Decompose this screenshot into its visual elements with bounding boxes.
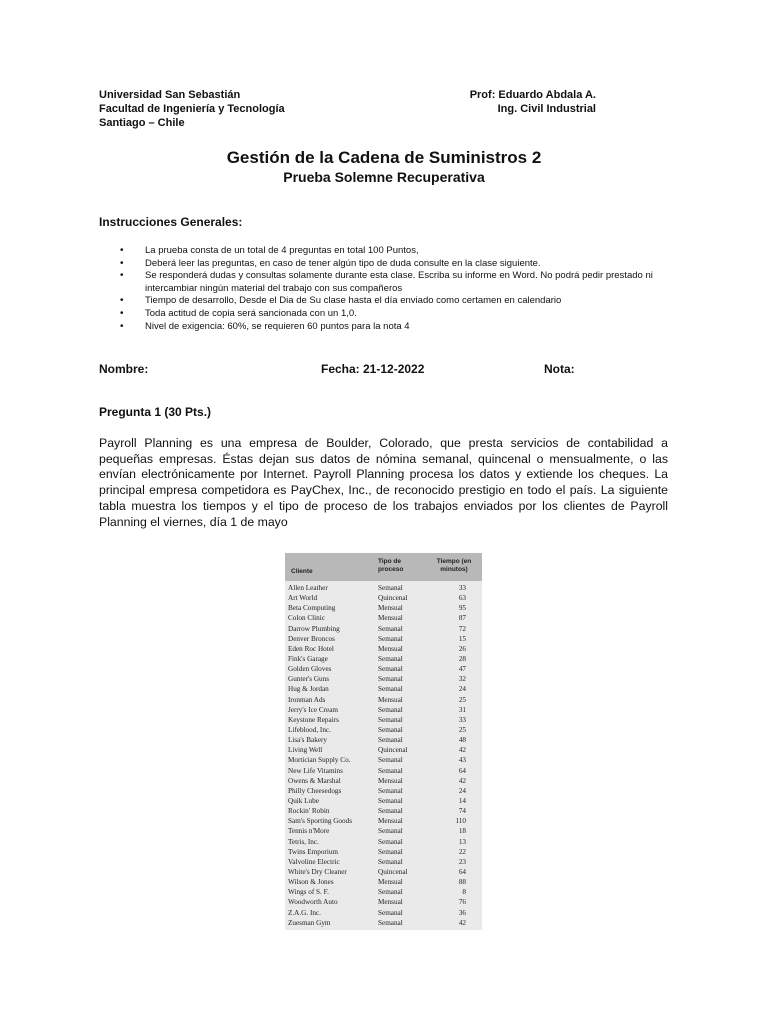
cell-tipo-proceso: Mensual bbox=[378, 604, 403, 613]
header-tiempo: Tiempo (en minutos) bbox=[436, 558, 472, 573]
date-field-label: Fecha: 21-12-2022 bbox=[321, 362, 425, 376]
institution-header bbox=[99, 88, 285, 130]
cell-tipo-proceso: Semanal bbox=[378, 827, 403, 836]
cell-cliente: Beta Computing bbox=[288, 604, 336, 613]
cell-cliente: Tennis n'More bbox=[288, 827, 330, 836]
cell-cliente: Quik Lube bbox=[288, 796, 319, 805]
cell-tiempo: 42 bbox=[458, 776, 466, 785]
cell-cliente: Wings of S. F. bbox=[288, 888, 329, 897]
table-row bbox=[285, 613, 482, 623]
table-row bbox=[285, 887, 482, 897]
table-row bbox=[285, 715, 482, 725]
cell-cliente: Living Well bbox=[288, 746, 323, 755]
question-1-title: Pregunta 1 (30 Pts.) bbox=[99, 405, 212, 419]
cell-tiempo: 18 bbox=[458, 827, 466, 836]
cell-tiempo: 63 bbox=[458, 594, 466, 603]
table-row bbox=[285, 745, 482, 755]
cell-tipo-proceso: Mensual bbox=[378, 644, 403, 653]
cell-tiempo: 22 bbox=[458, 847, 466, 856]
table-row bbox=[285, 644, 482, 654]
table-row bbox=[285, 654, 482, 664]
cell-tipo-proceso: Semanal bbox=[378, 665, 403, 674]
table-row bbox=[285, 776, 482, 786]
cell-cliente: Rockin' Robin bbox=[288, 807, 330, 816]
cell-tiempo: 72 bbox=[458, 624, 466, 633]
cell-tiempo: 87 bbox=[458, 614, 466, 623]
header-tipo-proceso: Tipo de proceso bbox=[378, 558, 404, 573]
cell-cliente: Eden Roc Hotel bbox=[288, 644, 334, 653]
cell-tipo-proceso: Semanal bbox=[378, 705, 403, 714]
document-subtitle: Prueba Solemne Recuperativa bbox=[283, 169, 485, 185]
table-row bbox=[285, 816, 482, 826]
cell-tiempo: 33 bbox=[458, 584, 466, 592]
cell-cliente: Fink's Garage bbox=[288, 654, 328, 663]
instructions-list bbox=[120, 245, 680, 333]
cell-tipo-proceso: Mensual bbox=[378, 776, 403, 785]
cell-tipo-proceso: Semanal bbox=[378, 715, 403, 724]
cell-tipo-proceso: Semanal bbox=[378, 736, 403, 745]
cell-cliente: Philly Cheesedogs bbox=[288, 786, 342, 795]
cell-tiempo: 47 bbox=[458, 665, 466, 674]
cell-tiempo: 36 bbox=[458, 908, 466, 917]
cell-tipo-proceso: Semanal bbox=[378, 654, 403, 663]
table-row bbox=[285, 796, 482, 806]
cell-tipo-proceso: Quincenal bbox=[378, 746, 408, 755]
cell-cliente: Lifeblood, Inc. bbox=[288, 725, 331, 734]
table-row bbox=[285, 806, 482, 816]
table-row bbox=[285, 634, 482, 644]
cell-cliente: Sam's Sporting Goods bbox=[288, 817, 352, 826]
cell-cliente: Art World bbox=[288, 594, 318, 603]
cell-tipo-proceso: Semanal bbox=[378, 908, 403, 917]
cell-tipo-proceso: Quincenal bbox=[378, 594, 408, 603]
cell-tipo-proceso: Semanal bbox=[378, 624, 403, 633]
question-1-text: Payroll Planning es una empresa de Boulder, Colorado, que presta servicios de contabilidad a pequeñas empresas. Éstas dejan sus datos de nómina semanal, quincenal o mensualmente, o las envían electrónicamente por Internet. Payroll Planning procesa los datos y extiende los cheques. La principal empresa competidora es PayChex, Inc., de reconocido prestigio en todo el país. La siguiente tabla muestra los tiempos y el tipo de proceso de los trabajos enviados por los clientes de Payroll Planning el viernes, día 1 de mayo bbox=[99, 436, 668, 529]
cell-cliente: Keystone Repairs bbox=[288, 715, 339, 724]
cell-tiempo: 74 bbox=[458, 807, 466, 816]
table-row bbox=[285, 583, 482, 593]
table-row bbox=[285, 837, 482, 847]
cell-cliente: New Life Vitamins bbox=[288, 766, 343, 775]
cell-cliente: Golden Gloves bbox=[288, 665, 332, 674]
cell-cliente: Denver Broncos bbox=[288, 634, 335, 643]
table-row bbox=[285, 624, 482, 634]
table-row bbox=[285, 918, 482, 928]
cell-tiempo: 25 bbox=[458, 725, 466, 734]
cell-cliente: Hug & Jordan bbox=[288, 685, 329, 694]
table-row bbox=[285, 674, 482, 684]
table-row bbox=[285, 684, 482, 694]
cell-tiempo: 43 bbox=[458, 756, 466, 765]
table-row bbox=[285, 593, 482, 603]
table-row bbox=[285, 766, 482, 776]
cell-cliente: Mortician Supply Co. bbox=[288, 756, 351, 765]
cell-cliente: Zuesman Gym bbox=[288, 918, 331, 927]
cell-tiempo: 25 bbox=[458, 695, 466, 704]
cell-tiempo: 48 bbox=[458, 736, 466, 745]
cell-cliente: Gunter's Guns bbox=[288, 675, 330, 684]
cell-cliente: Owens & Marshal bbox=[288, 776, 341, 785]
cell-tipo-proceso: Mensual bbox=[378, 614, 403, 623]
cell-tiempo: 15 bbox=[458, 634, 466, 643]
cell-tiempo: 42 bbox=[458, 918, 466, 927]
table-row bbox=[285, 603, 482, 613]
cell-tipo-proceso: Semanal bbox=[378, 837, 403, 846]
cell-cliente: Jerry's Ice Cream bbox=[288, 705, 338, 714]
cell-cliente: Allen Leather bbox=[288, 584, 328, 592]
city-name: Santiago – Chile bbox=[99, 117, 185, 129]
cell-tiempo: 24 bbox=[458, 685, 466, 694]
cell-tiempo: 33 bbox=[458, 715, 466, 724]
instruction-item: • Nivel de exigencia: 60%, se requieren 60 puntos para la nota 4 bbox=[120, 321, 680, 334]
faculty-name: Facultad de Ingeniería y Tecnología bbox=[99, 103, 285, 115]
cell-tiempo: 31 bbox=[458, 705, 466, 714]
cell-tiempo: 95 bbox=[458, 604, 466, 613]
cell-tipo-proceso: Semanal bbox=[378, 584, 403, 592]
table-row bbox=[285, 877, 482, 887]
table-row bbox=[285, 664, 482, 674]
cell-tiempo: 32 bbox=[458, 675, 466, 684]
instruction-item: • Tiempo de desarrollo, Desde el Dia de Su clase hasta el día enviado como certamen en calendario bbox=[120, 295, 680, 308]
table-row bbox=[285, 908, 482, 918]
cell-tipo-proceso: Semanal bbox=[378, 634, 403, 643]
table-row bbox=[285, 867, 482, 877]
cell-tiempo: 76 bbox=[458, 898, 466, 907]
cell-cliente: Tetris, Inc. bbox=[288, 837, 319, 846]
university-name: Universidad San Sebastián bbox=[99, 89, 241, 101]
program-name: Ing. Civil Industrial bbox=[497, 103, 596, 115]
instructions-heading: Instrucciones Generales: bbox=[99, 215, 243, 229]
cell-cliente: Woodworth Auto bbox=[288, 898, 338, 907]
instruction-item: • La prueba consta de un total de 4 preguntas en total 100 Puntos, bbox=[120, 245, 680, 258]
cell-tiempo: 42 bbox=[458, 746, 466, 755]
cell-tipo-proceso: Semanal bbox=[378, 675, 403, 684]
cell-cliente: Twins Emporium bbox=[288, 847, 339, 856]
table-header bbox=[285, 553, 482, 581]
instruction-item: • Se responderá dudas y consultas solamente durante esta clase. Escriba su informe en Word. No podrá pedir prestado ni intercambiar ningún material del trabajo con sus compañeros bbox=[120, 270, 680, 295]
cell-cliente: Ironman Ads bbox=[288, 695, 326, 704]
table-body bbox=[285, 583, 482, 928]
cell-cliente: Z.A.G. Inc. bbox=[288, 908, 321, 917]
payroll-jobs-table bbox=[285, 553, 482, 930]
name-field-label: Nombre: bbox=[99, 362, 149, 376]
professor-header bbox=[440, 88, 596, 116]
cell-tiempo: 8 bbox=[462, 888, 466, 897]
cell-tiempo: 64 bbox=[458, 766, 466, 775]
table-row bbox=[285, 735, 482, 745]
cell-tiempo: 23 bbox=[458, 857, 466, 866]
grade-field-label: Nota: bbox=[544, 362, 575, 376]
cell-tiempo: 64 bbox=[458, 867, 466, 876]
table-row bbox=[285, 695, 482, 705]
cell-tiempo: 24 bbox=[458, 786, 466, 795]
table-row bbox=[285, 897, 482, 907]
cell-cliente: Colon Clinic bbox=[288, 614, 325, 623]
cell-tiempo: 88 bbox=[458, 878, 466, 887]
instruction-item: • Deberá leer las preguntas, en caso de tener algún tipo de duda consulte en la clase siguiente. bbox=[120, 258, 680, 271]
cell-tiempo: 14 bbox=[458, 796, 466, 805]
cell-tipo-proceso: Semanal bbox=[378, 918, 403, 927]
cell-tiempo: 110 bbox=[455, 817, 466, 826]
cell-cliente: Darrow Plumbing bbox=[288, 624, 340, 633]
cell-tipo-proceso: Semanal bbox=[378, 786, 403, 795]
cell-tipo-proceso: Mensual bbox=[378, 878, 403, 887]
cell-tipo-proceso: Semanal bbox=[378, 847, 403, 856]
table-row bbox=[285, 857, 482, 867]
document-title: Gestión de la Cadena de Suministros 2 bbox=[226, 148, 542, 167]
cell-cliente: Lisa's Bakery bbox=[288, 736, 328, 745]
cell-tipo-proceso: Quincenal bbox=[378, 867, 408, 876]
header-cliente: Cliente bbox=[291, 568, 313, 575]
cell-tipo-proceso: Semanal bbox=[378, 725, 403, 734]
cell-tiempo: 28 bbox=[458, 654, 466, 663]
cell-tipo-proceso: Semanal bbox=[378, 807, 403, 816]
professor-name: Prof: Eduardo Abdala A. bbox=[469, 89, 596, 101]
instruction-item: • Toda actitud de copia será sancionada con un 1,0. bbox=[120, 308, 680, 321]
table-row bbox=[285, 847, 482, 857]
table-row bbox=[285, 705, 482, 715]
table-row bbox=[285, 786, 482, 796]
cell-tipo-proceso: Semanal bbox=[378, 888, 403, 897]
cell-tipo-proceso: Semanal bbox=[378, 857, 403, 866]
table-row bbox=[285, 755, 482, 765]
cell-tipo-proceso: Semanal bbox=[378, 756, 403, 765]
cell-tipo-proceso: Semanal bbox=[378, 685, 403, 694]
cell-tipo-proceso: Mensual bbox=[378, 817, 403, 826]
table-row bbox=[285, 826, 482, 836]
cell-tiempo: 26 bbox=[458, 644, 466, 653]
cell-tipo-proceso: Semanal bbox=[378, 796, 403, 805]
cell-cliente: Wilson & Jones bbox=[288, 878, 334, 887]
cell-tipo-proceso: Mensual bbox=[378, 898, 403, 907]
table-row bbox=[285, 725, 482, 735]
cell-tiempo: 13 bbox=[458, 837, 466, 846]
cell-cliente: Valvoline Electric bbox=[288, 857, 340, 866]
cell-tipo-proceso: Mensual bbox=[378, 695, 403, 704]
cell-cliente: White's Dry Cleaner bbox=[288, 867, 347, 876]
cell-tipo-proceso: Semanal bbox=[378, 766, 403, 775]
